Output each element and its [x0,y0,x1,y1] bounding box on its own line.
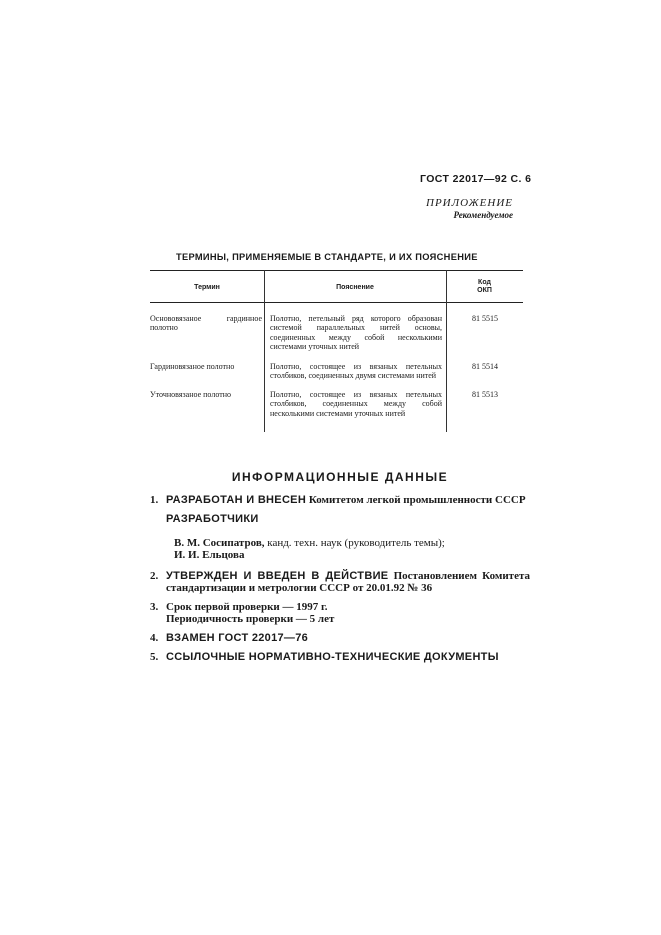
author-name: И. И. Ельцова [174,549,245,561]
author-name: В. М. Сосипатров, [174,537,265,549]
appendix-block [426,197,513,220]
explanation-cell: Полотно, петельный ряд которого образован системой параллельных нитей основы, соединенных между собой несколькими системами уточных нитей [270,314,442,352]
header-code-line2: ОКП [477,287,492,294]
item-number: 4. [150,632,159,644]
table-top-rule [150,270,523,271]
info-section [150,470,530,670]
item-heading: УТВЕРЖДЕН И ВВЕДЕН В ДЕЙСТВИЕ [166,570,389,582]
header-code [446,279,523,295]
term-cell: Уточновязаное полотно [150,390,231,399]
code-cell: 81 5513 [472,390,498,399]
info-item-replaces [150,632,530,644]
term-cell: Гардиновязаное полотно [150,362,235,371]
authors-block [150,537,530,561]
explanation-cell: Полотно, состоящее из вязаных петельных столбиков, соединенных двумя системами нитей [270,362,442,381]
table-column-divider [264,270,265,432]
info-title: ИНФОРМАЦИОННЫЕ ДАННЫЕ [231,470,449,484]
table-header-rule [150,302,523,303]
appendix-title: ПРИЛОЖЕНИЕ [426,197,513,209]
item-heading: РАЗРАБОТАН И ВНЕСЕН [166,494,307,506]
item-number: 1. [150,494,159,506]
explanation-cell: Полотно, состоящее из вязаных петельных столбиков, соединенных между собой несколькими системами уточных нитей [270,390,442,418]
item-heading: ССЫЛОЧНЫЕ НОРМАТИВНО-ТЕХНИЧЕСКИЕ ДОКУМЕНТЫ [166,651,499,663]
info-item-references [150,651,530,663]
info-item-approved [150,570,530,594]
item-text: Постановлением Комитета стандартизации и метрологии СССР от 20.01.92 № 36 [166,570,531,594]
code-cell: 81 5514 [472,362,498,371]
term-cell: Основовязаное гардинное полотно [150,314,262,333]
item-heading: ВЗАМЕН ГОСТ 22017—76 [166,632,309,644]
document-code: ГОСТ 22017—92 С. 6 [420,173,532,185]
item-number: 3. [150,601,159,613]
header-term: Термин [194,284,220,291]
terms-title: ТЕРМИНЫ, ПРИМЕНЯЕМЫЕ В СТАНДАРТЕ, И ИХ ПОЯСНЕНИЕ [176,252,478,262]
author-title: канд. техн. наук (руководитель темы); [267,537,445,549]
item-number: 5. [150,651,159,663]
review-first: Срок первой проверки — 1997 г. [166,601,328,613]
review-period: Периодичность проверки — 5 лет [166,613,335,625]
item-text: Комитетом легкой промышленности СССР [308,494,526,506]
info-item-review [150,601,530,625]
info-item-developed [150,494,530,506]
header-explanation: Пояснение [336,284,374,291]
header-code-line1: Код [478,279,491,286]
item-number: 2. [150,570,159,582]
appendix-note: Рекомендуемое [453,210,513,220]
developers-heading: РАЗРАБОТЧИКИ [166,513,259,525]
code-cell: 81 5515 [472,314,498,323]
